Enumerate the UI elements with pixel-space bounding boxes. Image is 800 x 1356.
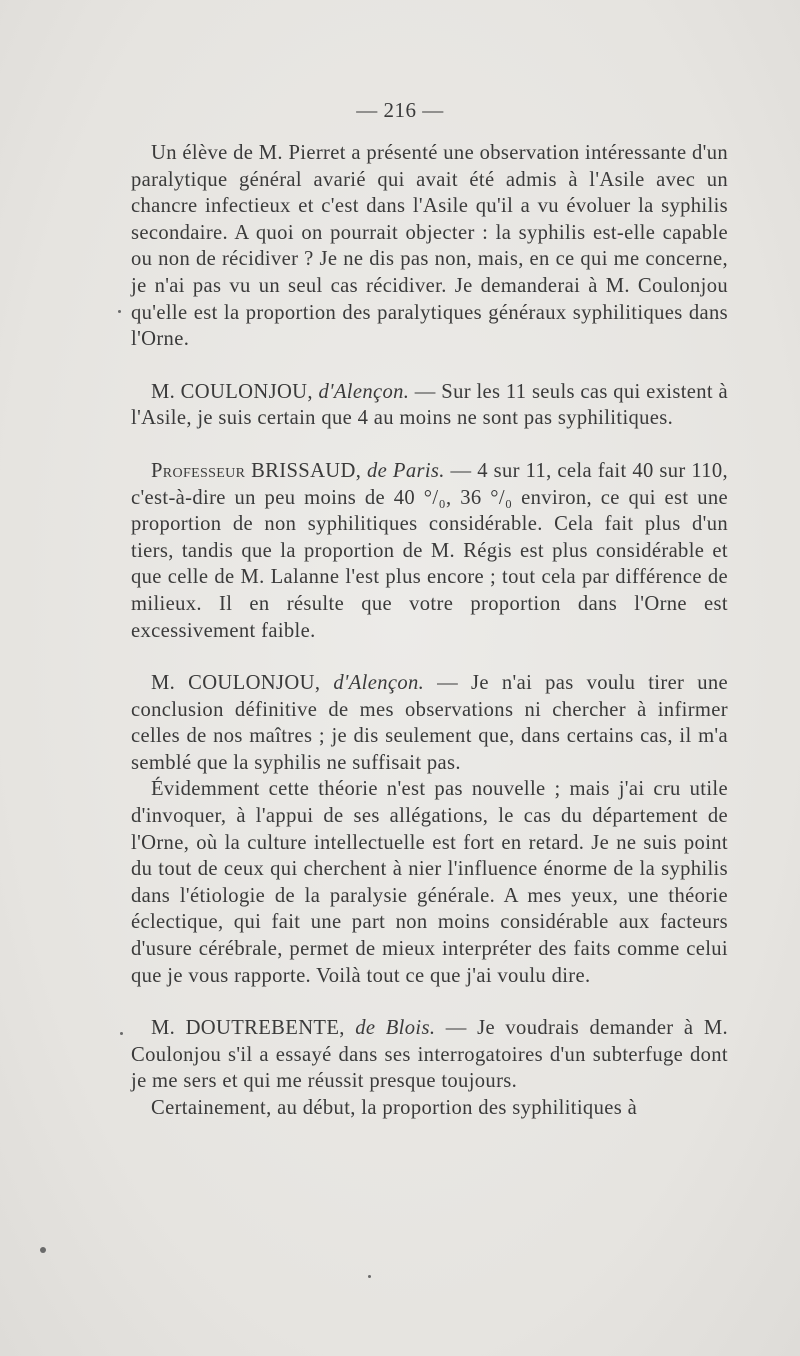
page-number: — 216 — (356, 98, 444, 122)
paragraph-2-text: — Sur les 11 seuls cas qui existent à l'Asile, je suis certain que 4 au moins ne sont pas syphilitiques. (131, 380, 729, 430)
paragraph-6-text: — Je voudrais demander à M. Coulonjou s'il a essayé dans ses interrogatoires d'un subterfuge dont je me sers et qui me réussit presque toujours. (131, 1017, 728, 1093)
paragraph-3-text: — 4 sur 11, cela fait 40 sur 110, c'est-à-dire un peu moins de 40 °/₀, 36 °/₀ environ, ce qui est une proportion de non syphilitiques considérable. Cela fait plus d'un tiers, tandis que la proportion de M. Régis est plus considérable et que celle de M. Lalanne l'est plus encore ; tout cela par différence de milieux. Il en résulte que votre proportion dans l'Orne est excessivement faible. (131, 459, 729, 642)
ink-speck (120, 1032, 123, 1035)
paragraph-4 (131, 670, 728, 776)
body-text (131, 140, 728, 1122)
speaker-place: d'Alençon. (318, 380, 410, 403)
paragraph-4-text: — Je n'ai pas voulu tirer une conclusion définitive de mes observations ni chercher à infirmer celles de nos maîtres ; je dis seulement que, dans certains cas, il m'a semblé que la syphilis ne suffisait pas. (131, 672, 729, 774)
ink-speck (40, 1247, 46, 1253)
paragraph-3 (131, 458, 728, 644)
speaker-name: M. DOUTREBENTE, (151, 1017, 345, 1040)
paragraph-1: Un élève de M. Pierret a présenté une observation intéressante d'un paralytique général avarié qui avait été admis à l'Asile avec un chancre infectieux et c'est dans l'Asile qu'il a vu évoluer la syphilis secondaire. A quoi on pourrait objecter : la syphilis est-elle capable ou non de récidiver ? Je ne dis pas non, mais, en ce qui me concerne, je n'ai pas vu un seul cas récidiver. Je demanderai à M. Coulonjou qu'elle est la proportion des paralytiques généraux syphilitiques dans l'Orne. (131, 142, 728, 351)
speaker-place: de Paris. (367, 459, 445, 482)
speaker-place: de Blois. (355, 1017, 436, 1040)
paragraph-7: Certainement, au début, la proportion des syphilitiques à (151, 1097, 638, 1119)
speaker-name: BRISSAUD, (251, 459, 362, 482)
speaker-title: Professeur (151, 459, 246, 482)
paragraph-2 (131, 379, 728, 432)
paragraph-6 (131, 1015, 728, 1095)
speaker-name: M. COULONJOU, (151, 672, 321, 695)
ink-speck (118, 310, 121, 313)
ink-speck (368, 1275, 371, 1278)
speaker-place: d'Alençon. (333, 672, 425, 695)
speaker-name: M. COULONJOU, (151, 380, 313, 403)
paragraph-5: Évidemment cette théorie n'est pas nouvelle ; mais j'ai cru utile d'invoquer, à l'appui de ses allégations, le cas du département de l'Orne, où la culture intellectuelle est fort en retard. Je ne suis point du tout de ceux qui cherchent à nier l'influence énorme de la syphilis dans l'étiologie de la paralysie générale. A mes yeux, une théorie éclectique, qui fait une part non moins considérable aux facteurs d'usure cérébrale, permet de mieux interpréter des faits comme celui que je vous rapporte. Voilà tout ce que j'ai voulu dire. (131, 778, 728, 987)
